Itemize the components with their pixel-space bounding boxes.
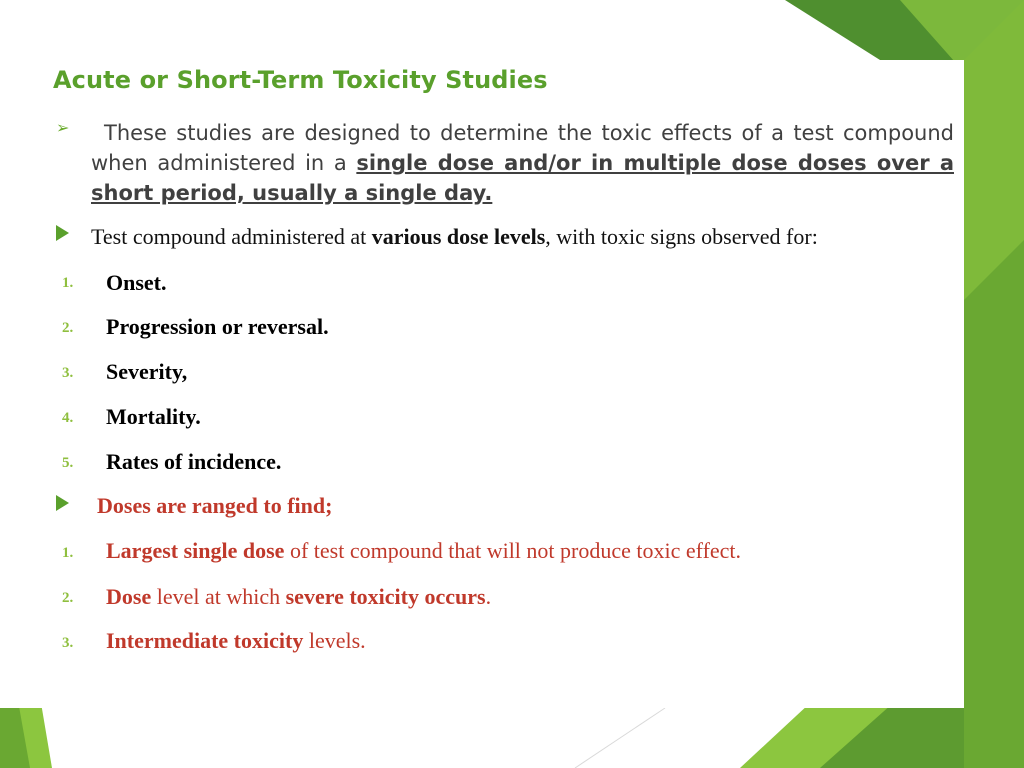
- list-item-severe-toxicity: Dose level at which severe toxicity occurs.: [106, 584, 492, 609]
- list-number: 5.: [62, 455, 74, 471]
- triangle-bullet-icon: [56, 495, 69, 511]
- bullet-dose-levels: Test compound administered at various dose levels, with toxic signs observed for:: [91, 224, 818, 249]
- definition-text: These studies are designed to determine the toxic effects of a test compound when administered in a: [91, 121, 954, 175]
- list-number: 3.: [62, 635, 74, 651]
- list-number: 2.: [62, 590, 74, 606]
- list-number: 1.: [62, 545, 74, 561]
- triangle-bullet-icon: [56, 225, 69, 241]
- list-item-incidence: Rates of incidence.: [106, 449, 282, 474]
- list-item-intermediate-toxicity: Intermediate toxicity levels.: [106, 628, 366, 653]
- list-number: 1.: [62, 275, 74, 291]
- list-number: 4.: [62, 410, 74, 426]
- list-item-largest-dose: Largest single dose of test compound that will not produce toxic effect.: [106, 538, 742, 563]
- list-item-severity: Severity,: [106, 359, 188, 384]
- slide-title: Acute or Short-Term Toxicity Studies: [53, 66, 548, 94]
- list-number: 3.: [62, 365, 74, 381]
- definition-underlined-text: single dose and/or in multiple dose doses over a short period, usually a single day.: [91, 151, 954, 205]
- list-number: 2.: [62, 320, 74, 336]
- bullet-doses-ranged: Doses are ranged to find;: [97, 493, 333, 518]
- chevron-right-icon: ➢: [56, 118, 70, 137]
- list-item-mortality: Mortality.: [106, 404, 201, 429]
- list-item-progression: Progression or reversal.: [106, 314, 329, 339]
- bullet-definition: [56, 118, 954, 208]
- list-item-onset: Onset.: [106, 270, 167, 295]
- dose-levels-emphasis: various dose levels: [371, 224, 546, 249]
